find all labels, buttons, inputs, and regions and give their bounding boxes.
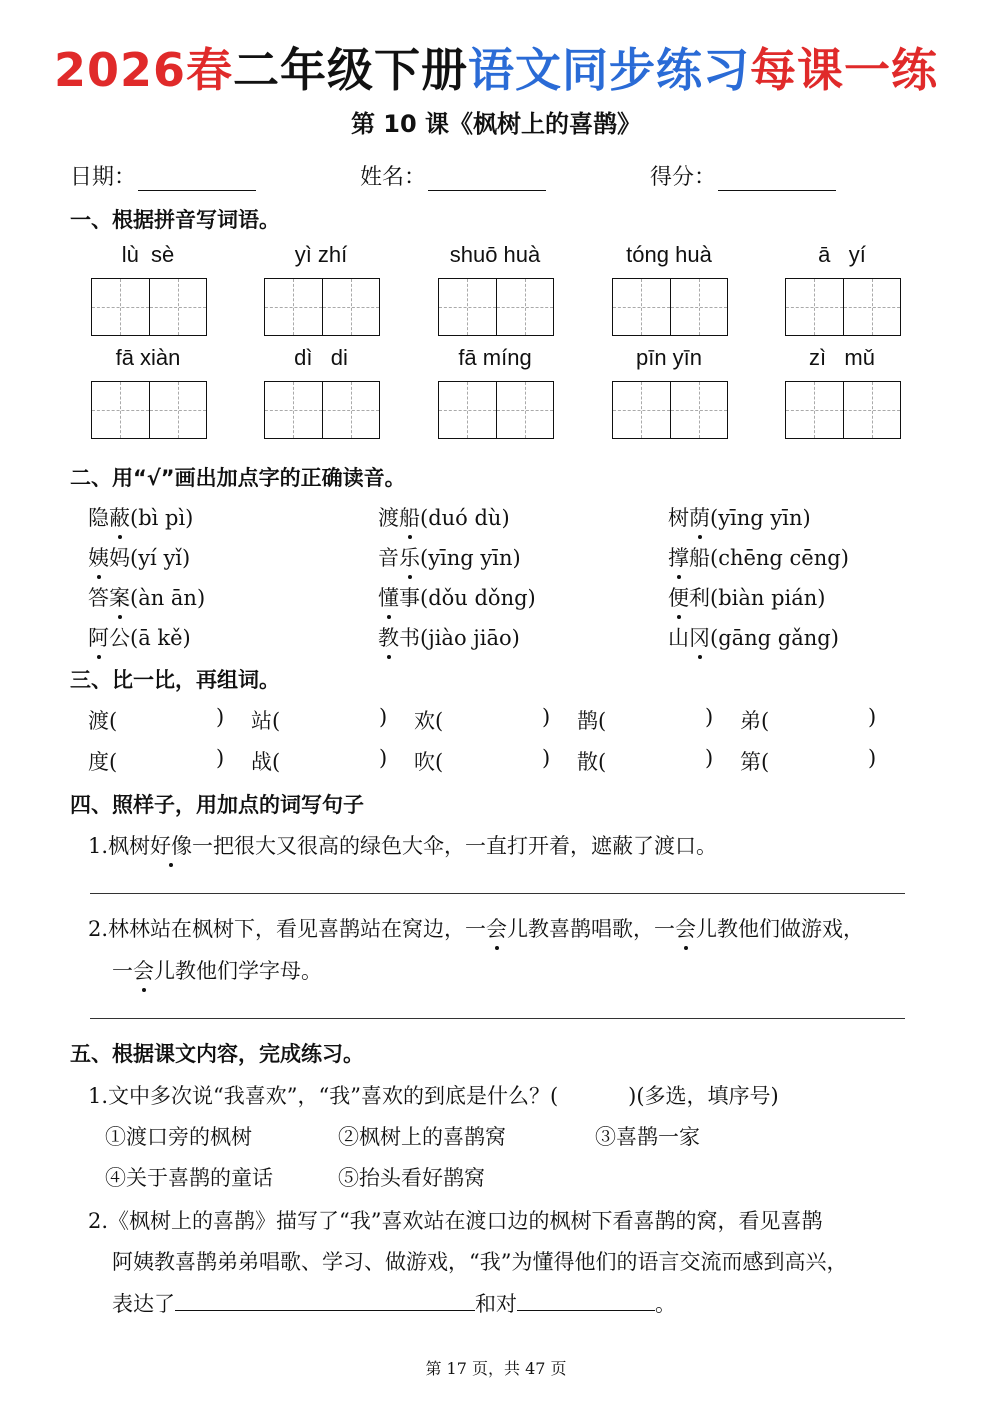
sentence-text: 教他们做游戏， xyxy=(717,917,865,941)
title-series: 每课一练 xyxy=(750,43,939,97)
word-char: 音 xyxy=(378,546,399,570)
pronunciation-item[interactable] xyxy=(88,622,191,652)
pronunciation-options: (yí yǐ) xyxy=(130,546,191,570)
pronunciation-item[interactable] xyxy=(668,582,825,612)
option-1: ①渡口旁的枫树 xyxy=(105,1125,252,1149)
writing-grid[interactable] xyxy=(612,278,728,336)
writing-grid[interactable] xyxy=(612,381,728,439)
pronunciation-options: (àn ān) xyxy=(130,586,206,610)
example-sentence-1 xyxy=(88,830,717,860)
section2-heading: 二、用“√”画出加点字的正确读音。 xyxy=(70,466,406,490)
sentence-text: 教他们学字母。 xyxy=(175,959,322,983)
writing-grid[interactable] xyxy=(438,381,554,439)
word-char: 山 xyxy=(668,626,689,650)
section4-heading: 四、照样子，用加点的词写句子 xyxy=(70,793,364,817)
title-year: 2026春 xyxy=(53,43,234,97)
writing-grid[interactable] xyxy=(264,381,380,439)
name-field[interactable] xyxy=(360,160,546,191)
close-paren: ) xyxy=(216,705,225,729)
dotted-char: 姨 xyxy=(88,542,109,572)
word-group-item[interactable] xyxy=(740,746,769,776)
char-prompt: 欢( xyxy=(414,709,444,733)
pinyin-label: lù sè xyxy=(121,242,175,267)
answer-blank[interactable] xyxy=(175,1290,475,1311)
pronunciation-options: (dǒu dǒng) xyxy=(420,586,536,610)
option-4: ④关于喜鹊的童话 xyxy=(105,1166,273,1190)
sentence-text: 一把很大又很高的绿色大伞，一直打开着，遮蔽了渡口。 xyxy=(192,834,718,858)
dotted-char: 案 xyxy=(109,582,130,612)
dotted-char: 懂 xyxy=(378,582,399,612)
dotted-char: 船 xyxy=(399,502,420,532)
option-5: ⑤抬头看好鹊窝 xyxy=(338,1166,485,1190)
pronunciation-options: (chēng cēng) xyxy=(710,546,849,570)
pronunciation-options: (yīng yīn) xyxy=(420,546,521,570)
writing-grid[interactable] xyxy=(438,278,554,336)
writing-grid[interactable] xyxy=(91,381,207,439)
close-paren: ) xyxy=(868,705,877,729)
word-group-item[interactable] xyxy=(740,705,769,735)
score-field[interactable] xyxy=(650,160,836,191)
close-paren: ) xyxy=(379,705,388,729)
word-group-item[interactable] xyxy=(251,746,280,776)
pinyin-label: fā míng xyxy=(458,345,532,370)
close-paren: ) xyxy=(868,746,877,770)
dotted-phrase: 好像 xyxy=(150,830,192,860)
pinyin-label: yì zhí xyxy=(294,242,348,267)
pronunciation-item[interactable] xyxy=(88,582,205,612)
close-paren: ) xyxy=(705,746,714,770)
pronunciation-item[interactable] xyxy=(378,502,510,532)
close-paren: ) xyxy=(705,705,714,729)
answer-line[interactable] xyxy=(90,1018,905,1019)
dotted-char: 撑 xyxy=(668,542,689,572)
question-1 xyxy=(88,1080,779,1110)
writing-grid[interactable] xyxy=(785,278,901,336)
pinyin-label: shuō huà xyxy=(449,242,541,267)
option-2: ②枫树上的喜鹊窝 xyxy=(338,1125,506,1149)
word-group-item[interactable] xyxy=(88,705,117,735)
pronunciation-options: (ā kě) xyxy=(130,626,191,650)
writing-grid[interactable] xyxy=(785,381,901,439)
pronunciation-options: (biàn pián) xyxy=(710,586,826,610)
pinyin-label: pīn yīn xyxy=(635,345,703,370)
date-blank[interactable] xyxy=(138,168,256,191)
score-blank[interactable] xyxy=(718,168,836,191)
example-sentence-2-cont xyxy=(112,955,322,985)
dotted-char: 阿 xyxy=(88,622,109,652)
word-char: 公 xyxy=(109,626,130,650)
pinyin-label: ā yí xyxy=(818,242,866,267)
dotted-char: 教 xyxy=(378,622,399,652)
name-label: 姓名： xyxy=(360,165,427,190)
pronunciation-options: (bì pì) xyxy=(130,506,194,530)
date-label: 日期： xyxy=(70,165,137,190)
question-text: 。 xyxy=(655,1292,676,1316)
option-3: ③喜鹊一家 xyxy=(595,1125,700,1149)
dotted-phrase: 一会儿 xyxy=(654,913,717,943)
question-2: 2.《枫树上的喜鹊》描写了“我”喜欢站在渡口边的枫树下看喜鹊的窝，看见喜鹊 xyxy=(88,1209,823,1233)
char-prompt: 吹( xyxy=(414,750,444,774)
question-text: 表达了 xyxy=(112,1292,175,1316)
dotted-phrase: 一会儿 xyxy=(465,913,528,943)
writing-grid[interactable] xyxy=(264,278,380,336)
dotted-char: 冈 xyxy=(689,622,710,652)
char-prompt: 散( xyxy=(577,750,607,774)
pronunciation-item[interactable] xyxy=(378,622,520,652)
question-2-cont: 阿姨教喜鹊弟弟唱歌、学习、做游戏，“我”为懂得他们的语言交流而感到高兴， xyxy=(112,1250,848,1274)
word-char: 书 xyxy=(399,626,420,650)
char-prompt: 度( xyxy=(88,750,118,774)
pinyin-label: dì di xyxy=(294,345,348,370)
section1-heading: 一、根据拼音写词语。 xyxy=(70,208,280,232)
pronunciation-item[interactable] xyxy=(668,542,849,572)
dotted-char: 乐 xyxy=(399,542,420,572)
question-text: )(多选，填序号) xyxy=(628,1084,779,1108)
pronunciation-item[interactable] xyxy=(378,582,536,612)
question-text: 和对 xyxy=(475,1292,517,1316)
close-paren: ) xyxy=(542,746,551,770)
char-prompt: 战( xyxy=(251,750,281,774)
date-field[interactable] xyxy=(70,160,256,191)
question-text: 1.文中多次说“我喜欢”，“我”喜欢的到底是什么？( xyxy=(88,1084,559,1108)
word-char: 树 xyxy=(668,506,689,530)
char-prompt: 弟( xyxy=(740,709,770,733)
title-grade: 二年级下册 xyxy=(233,43,469,97)
pronunciation-item[interactable] xyxy=(88,542,190,572)
word-group-item[interactable] xyxy=(414,746,443,776)
example-sentence-2 xyxy=(88,913,864,943)
dotted-char: 荫 xyxy=(689,502,710,532)
pronunciation-options: (jiào jiāo) xyxy=(420,626,520,650)
pronunciation-item[interactable] xyxy=(378,542,521,572)
close-paren: ) xyxy=(379,746,388,770)
close-paren: ) xyxy=(542,705,551,729)
pronunciation-options: (duó dù) xyxy=(420,506,510,530)
pronunciation-item[interactable] xyxy=(668,502,811,532)
answer-blank[interactable] xyxy=(517,1290,655,1311)
worksheet-title xyxy=(0,38,992,102)
pronunciation-options: (yīng yīn) xyxy=(710,506,811,530)
pinyin-label: zì mǔ xyxy=(808,345,875,370)
word-char: 利 xyxy=(689,586,710,610)
dotted-phrase: 一会儿 xyxy=(112,955,175,985)
lesson-title: 第 10 课《枫树上的喜鹊》 xyxy=(350,110,642,138)
name-blank[interactable] xyxy=(428,168,546,191)
word-group-item[interactable] xyxy=(251,705,280,735)
char-prompt: 第( xyxy=(740,750,770,774)
char-prompt: 鹊( xyxy=(577,709,607,733)
pronunciation-item[interactable] xyxy=(88,502,193,532)
word-char: 答 xyxy=(88,586,109,610)
section3-heading: 三、比一比，再组词。 xyxy=(70,668,280,692)
dotted-char: 蔽 xyxy=(109,502,130,532)
section5-heading: 五、根据课文内容，完成练习。 xyxy=(70,1042,364,1066)
word-char: 妈 xyxy=(109,546,130,570)
sentence-text: 2.林林站在枫树下，看见喜鹊站在窝边， xyxy=(88,917,466,941)
word-group-item[interactable] xyxy=(577,746,606,776)
word-char: 事 xyxy=(399,586,420,610)
char-prompt: 渡( xyxy=(88,709,118,733)
pinyin-label: fā xiàn xyxy=(115,345,181,370)
pronunciation-item[interactable] xyxy=(668,622,839,652)
word-group-item[interactable] xyxy=(88,746,117,776)
pronunciation-options: (gāng gǎng) xyxy=(710,626,839,650)
word-char: 船 xyxy=(689,546,710,570)
word-group-item[interactable] xyxy=(577,705,606,735)
question-2-fill xyxy=(112,1288,676,1318)
sentence-text: 1.枫树 xyxy=(88,834,151,858)
dotted-char: 便 xyxy=(668,582,689,612)
answer-line[interactable] xyxy=(90,893,905,894)
writing-grid[interactable] xyxy=(91,278,207,336)
sentence-text: 教喜鹊唱歌， xyxy=(528,917,655,941)
title-subject: 语文同步练习 xyxy=(468,43,751,97)
pinyin-label: tóng huà xyxy=(626,242,712,267)
word-char: 隐 xyxy=(88,506,109,530)
page-number: 第 17 页，共 47 页 xyxy=(425,1359,567,1378)
char-prompt: 站( xyxy=(251,709,281,733)
close-paren: ) xyxy=(216,746,225,770)
word-char: 渡 xyxy=(378,506,399,530)
score-label: 得分： xyxy=(650,165,717,190)
word-group-item[interactable] xyxy=(414,705,443,735)
